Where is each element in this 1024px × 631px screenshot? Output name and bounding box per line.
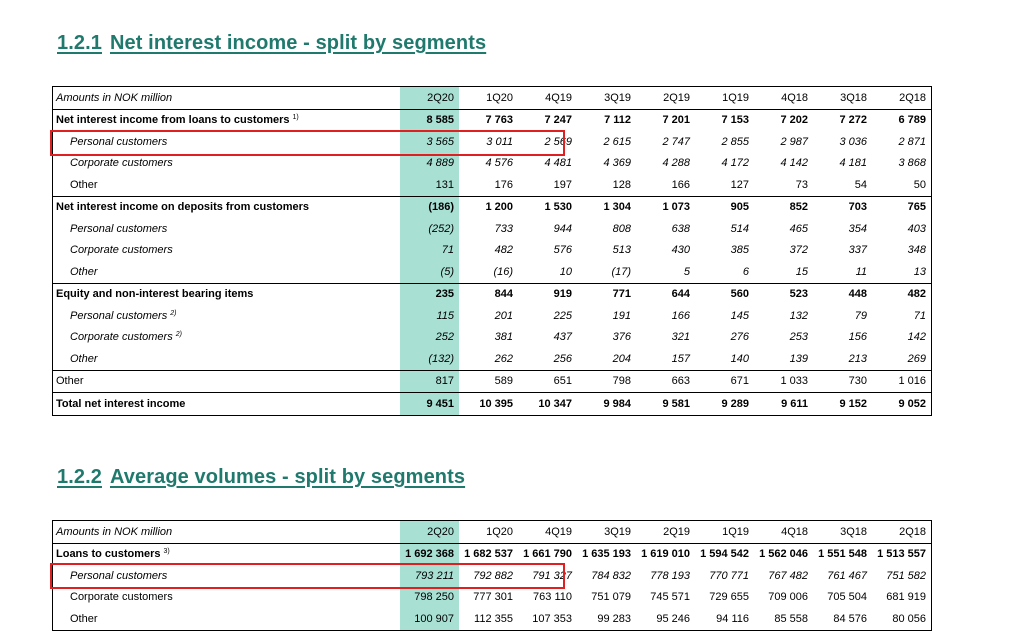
table-cell: 94 116 (695, 608, 754, 630)
row-label (53, 587, 401, 609)
table-cell: 4 172 (721, 157, 749, 170)
table-row (53, 587, 932, 609)
column-header: 1Q20 (459, 87, 518, 110)
header-label: Amounts in NOK million (53, 87, 401, 110)
table-cell: 348 (872, 240, 932, 262)
table-cell: 276 (730, 331, 749, 344)
column-header: 2Q18 (872, 87, 932, 110)
table-cell: 191 (612, 309, 631, 322)
table-cell: 1 530 (518, 196, 577, 218)
table-cell: 85 558 (754, 608, 813, 630)
table-cell: 10 395 (459, 393, 518, 416)
table-cell: 115 (400, 305, 459, 327)
table-cell: 1 635 193 (577, 543, 636, 565)
table-cell: 262 (494, 352, 513, 365)
table-cell: 321 (671, 331, 690, 344)
column-header: 1Q20 (459, 521, 518, 544)
table-cell: 4 369 (603, 157, 631, 170)
table-cell: 4 181 (839, 157, 867, 170)
table-cell: 9 611 (754, 393, 813, 416)
table-cell: 79 (854, 309, 867, 322)
table-cell: 482 (872, 283, 932, 305)
table-cell: 71 (872, 305, 932, 327)
table-cell: 252 (400, 327, 459, 349)
table-cell: 663 (636, 370, 695, 393)
table-cell: 465 (789, 222, 808, 235)
table-cell: 225 (553, 309, 572, 322)
table-row (53, 305, 932, 327)
row-label-text: Corporate customers (70, 244, 173, 257)
table-cell: 145 (730, 309, 749, 322)
table-cell: 7 202 (754, 109, 813, 131)
table-cell: 7 153 (695, 109, 754, 131)
table-cell: 166 (671, 309, 690, 322)
column-header: 1Q19 (695, 521, 754, 544)
table-row (53, 283, 932, 305)
column-header: 2Q20 (400, 87, 459, 110)
table-cell: 514 (730, 222, 749, 235)
column-header: 2Q19 (636, 521, 695, 544)
column-header: 4Q19 (518, 521, 577, 544)
table-cell: 798 (577, 370, 636, 393)
column-header: 4Q18 (754, 87, 813, 110)
table-row (53, 218, 932, 240)
table-cell: 2 871 (872, 131, 932, 153)
row-label (53, 240, 401, 262)
table-cell: 71 (400, 240, 459, 262)
row-label-text: Corporate customers (70, 591, 173, 604)
table-cell: 140 (730, 352, 749, 365)
table-cell: 6 789 (872, 109, 932, 131)
table-cell: 269 (872, 348, 932, 370)
table-row (53, 393, 932, 416)
table-cell: 638 (671, 222, 690, 235)
row-label (53, 608, 401, 630)
table-cell: 919 (518, 283, 577, 305)
column-header: 2Q20 (400, 521, 459, 544)
table-cell: 2 615 (603, 135, 631, 148)
row-label-text: Corporate customers (70, 331, 173, 344)
table-cell: (132) (400, 348, 459, 370)
highlight-box-personal-customers-nii (50, 130, 565, 156)
table-cell: 1 619 010 (636, 543, 695, 565)
table-cell: 1 033 (754, 370, 813, 393)
table-cell: 139 (789, 352, 808, 365)
table-cell: 730 (813, 370, 872, 393)
table-cell: 3 868 (872, 153, 932, 175)
table-cell: 7 201 (636, 109, 695, 131)
table-cell: 9 451 (400, 393, 459, 416)
section-title-average-volumes (57, 466, 465, 489)
table-cell: 11 (855, 265, 867, 278)
table-cell: 10 347 (518, 393, 577, 416)
table-cell: 128 (612, 178, 631, 191)
table-cell: 253 (789, 331, 808, 344)
row-label-text: Equity and non-interest bearing items (56, 288, 254, 301)
table-row (53, 348, 932, 370)
row-label-text: Other (70, 265, 98, 278)
table-cell: 844 (459, 283, 518, 305)
table-cell: 2 987 (780, 135, 808, 148)
table-cell: 156 (848, 331, 867, 344)
table-cell: (5) (400, 261, 459, 283)
table-row (53, 109, 932, 131)
table-cell: 4 288 (662, 157, 690, 170)
table-cell: (252) (400, 218, 459, 240)
column-header: 4Q19 (518, 87, 577, 110)
table-cell: 95 246 (636, 608, 695, 630)
table-cell: 523 (754, 283, 813, 305)
table-cell: 437 (553, 331, 572, 344)
table-cell: 80 056 (872, 608, 932, 630)
table-cell: 793 211 (400, 565, 459, 587)
table-cell: 560 (695, 283, 754, 305)
table-cell: 197 (553, 178, 572, 191)
row-label (53, 393, 401, 416)
row-label-text: Other (70, 352, 98, 365)
table-row (53, 240, 932, 262)
table-cell: 2 855 (721, 135, 749, 148)
table-cell: 127 (730, 178, 749, 191)
table-cell: 381 (494, 331, 513, 344)
table-cell: 4 889 (400, 153, 459, 175)
row-label-text: Corporate customers (70, 157, 173, 170)
table-cell: 4 576 (485, 157, 513, 170)
table-cell: 761 467 (827, 569, 867, 582)
header-row (53, 87, 932, 110)
table-cell: 8 585 (400, 109, 459, 131)
table-cell: 705 504 (827, 591, 867, 604)
table-cell: 3 565 (400, 131, 459, 153)
table-cell: 9 581 (636, 393, 695, 416)
table-cell: 767 482 (768, 569, 808, 582)
table-cell: 157 (671, 352, 690, 365)
table-cell: 73 (795, 178, 808, 191)
table-cell: 770 771 (709, 569, 749, 582)
row-label-text: Personal customers (70, 569, 168, 582)
table-cell: 808 (612, 222, 631, 235)
table-cell: 751 582 (872, 565, 932, 587)
table-cell: 13 (872, 261, 932, 283)
table-cell: 1 016 (872, 370, 932, 393)
table-cell: 385 (730, 244, 749, 257)
table-cell: 745 571 (650, 591, 690, 604)
column-header: 3Q18 (813, 521, 872, 544)
section-title-net-interest-income (57, 32, 486, 55)
table-cell: 7 112 (577, 109, 636, 131)
table-cell: 235 (400, 283, 459, 305)
table-cell: 256 (553, 352, 572, 365)
footnote-marker: 2) (175, 331, 182, 339)
table-cell: 1 682 537 (459, 543, 518, 565)
table-cell: 729 655 (709, 591, 749, 604)
table-cell: 852 (754, 196, 813, 218)
table-cell: 9 984 (577, 393, 636, 416)
table-cell: 112 355 (459, 608, 518, 630)
row-label (53, 283, 401, 305)
row-label-text: Net interest income from loans to customers (56, 114, 290, 127)
table-cell: 651 (518, 370, 577, 393)
table-cell: 4 142 (780, 157, 808, 170)
table-cell: 733 (494, 222, 513, 235)
table-cell: 337 (848, 244, 867, 257)
table-cell: 376 (612, 331, 631, 344)
table-cell: 784 832 (591, 569, 631, 582)
table-cell: 792 882 (473, 569, 513, 582)
table-cell: 703 (813, 196, 872, 218)
table-cell: 4 481 (544, 157, 572, 170)
header-row (53, 521, 932, 544)
table-cell: 2 747 (662, 135, 690, 148)
table-cell: 403 (872, 218, 932, 240)
table-row (53, 327, 932, 349)
row-label-text: Other (56, 375, 84, 388)
table-cell: 84 576 (813, 608, 872, 630)
table-cell: 204 (612, 352, 631, 365)
table-cell: (17) (611, 265, 631, 278)
table-cell: 778 193 (650, 569, 690, 582)
table-cell: 905 (695, 196, 754, 218)
table-cell: 777 301 (473, 591, 513, 604)
table-row (53, 543, 932, 565)
table-cell: (16) (493, 265, 513, 278)
table-cell: 9 052 (872, 393, 932, 416)
table-cell: 798 250 (400, 587, 459, 609)
table-cell: 513 (612, 244, 631, 257)
table-cell: 354 (848, 222, 867, 235)
row-label-text: Personal customers (70, 222, 168, 235)
section-title-text: Net interest income - split by segments (109, 32, 487, 54)
table-cell: 213 (848, 352, 867, 365)
table-cell: 7 763 (459, 109, 518, 131)
row-label (53, 174, 401, 196)
row-label-text: Other (70, 178, 98, 191)
section-title-text: Average volumes - split by segments (109, 466, 466, 488)
table-cell: 131 (400, 174, 459, 196)
table-cell: 1 200 (459, 196, 518, 218)
highlight-box-personal-customers-volumes (50, 563, 565, 589)
table-cell: 54 (854, 178, 867, 191)
table-cell: 15 (795, 265, 808, 278)
column-header: 3Q19 (577, 521, 636, 544)
table-cell: 176 (494, 178, 513, 191)
table-cell: 482 (494, 244, 513, 257)
table-row (53, 261, 932, 283)
table-cell: 10 (559, 265, 572, 278)
table-cell: 7 247 (518, 109, 577, 131)
table-row (53, 370, 932, 393)
table-cell: 1 594 542 (695, 543, 754, 565)
row-label (53, 543, 401, 565)
table-cell: 2 569 (544, 135, 572, 148)
row-label (53, 348, 401, 370)
column-header: 2Q18 (872, 521, 932, 544)
table-cell: 107 353 (518, 608, 577, 630)
table-cell: 1 073 (636, 196, 695, 218)
section-number: 1.2.2 (57, 466, 102, 488)
row-label-text: Loans to customers (56, 548, 161, 561)
table-cell: 817 (400, 370, 459, 393)
table-cell: 1 513 557 (872, 543, 932, 565)
row-label (53, 327, 401, 349)
footnote-marker: 1) (292, 114, 299, 122)
table-cell: 448 (813, 283, 872, 305)
table-cell: 771 (577, 283, 636, 305)
table-cell: 1 551 548 (813, 543, 872, 565)
table-cell: 132 (789, 309, 808, 322)
table-cell: 671 (695, 370, 754, 393)
row-label-text: Total net interest income (56, 397, 186, 410)
table-cell: 142 (872, 327, 932, 349)
table-cell: 681 919 (872, 587, 932, 609)
table-cell: 5 (683, 265, 690, 278)
footnote-marker: 2) (170, 309, 177, 317)
table-cell: (186) (400, 196, 459, 218)
table-row (53, 174, 932, 196)
header-label: Amounts in NOK million (53, 521, 401, 544)
table-cell: 791 327 (532, 569, 572, 582)
table-cell: 6 (742, 265, 749, 278)
row-label-text: Net interest income on deposits from customers (56, 201, 310, 214)
row-label-text: Personal customers (70, 135, 168, 148)
table-cell: 1 692 368 (400, 543, 459, 565)
column-header: 1Q19 (695, 87, 754, 110)
table-cell: 709 006 (768, 591, 808, 604)
table-cell: 944 (553, 222, 572, 235)
footnote-marker: 3) (163, 548, 170, 556)
column-header: 2Q19 (636, 87, 695, 110)
table-cell: 9 289 (695, 393, 754, 416)
table-cell: 99 283 (577, 608, 636, 630)
row-label (53, 218, 401, 240)
row-label-text: Other (70, 612, 98, 625)
row-label (53, 305, 401, 327)
table-cell: 372 (789, 244, 808, 257)
table-cell: 644 (636, 283, 695, 305)
table-cell: 1 562 046 (754, 543, 813, 565)
table-cell: 9 152 (813, 393, 872, 416)
table-cell: 589 (459, 370, 518, 393)
table-cell: 100 907 (400, 608, 459, 630)
row-label (53, 196, 401, 218)
table-cell: 576 (553, 244, 572, 257)
table-cell: 1 661 790 (518, 543, 577, 565)
table-cell: 751 079 (591, 591, 631, 604)
row-label (53, 261, 401, 283)
row-label (53, 370, 401, 393)
table-cell: 3 011 (486, 135, 513, 148)
table-cell: 7 272 (813, 109, 872, 131)
column-header: 4Q18 (754, 521, 813, 544)
table-cell: 763 110 (533, 591, 572, 604)
table-row (53, 608, 932, 630)
table-cell: 430 (671, 244, 690, 257)
section-number: 1.2.1 (57, 32, 102, 54)
column-header: 3Q19 (577, 87, 636, 110)
table-row (53, 196, 932, 218)
column-header: 3Q18 (813, 87, 872, 110)
table-cell: 166 (671, 178, 690, 191)
row-label (53, 109, 401, 131)
table-cell: 3 036 (839, 135, 867, 148)
table-cell: 201 (494, 309, 513, 322)
table-cell: 765 (872, 196, 932, 218)
table-cell: 50 (872, 174, 932, 196)
table-cell: 1 304 (577, 196, 636, 218)
row-label-text: Personal customers (70, 309, 168, 322)
